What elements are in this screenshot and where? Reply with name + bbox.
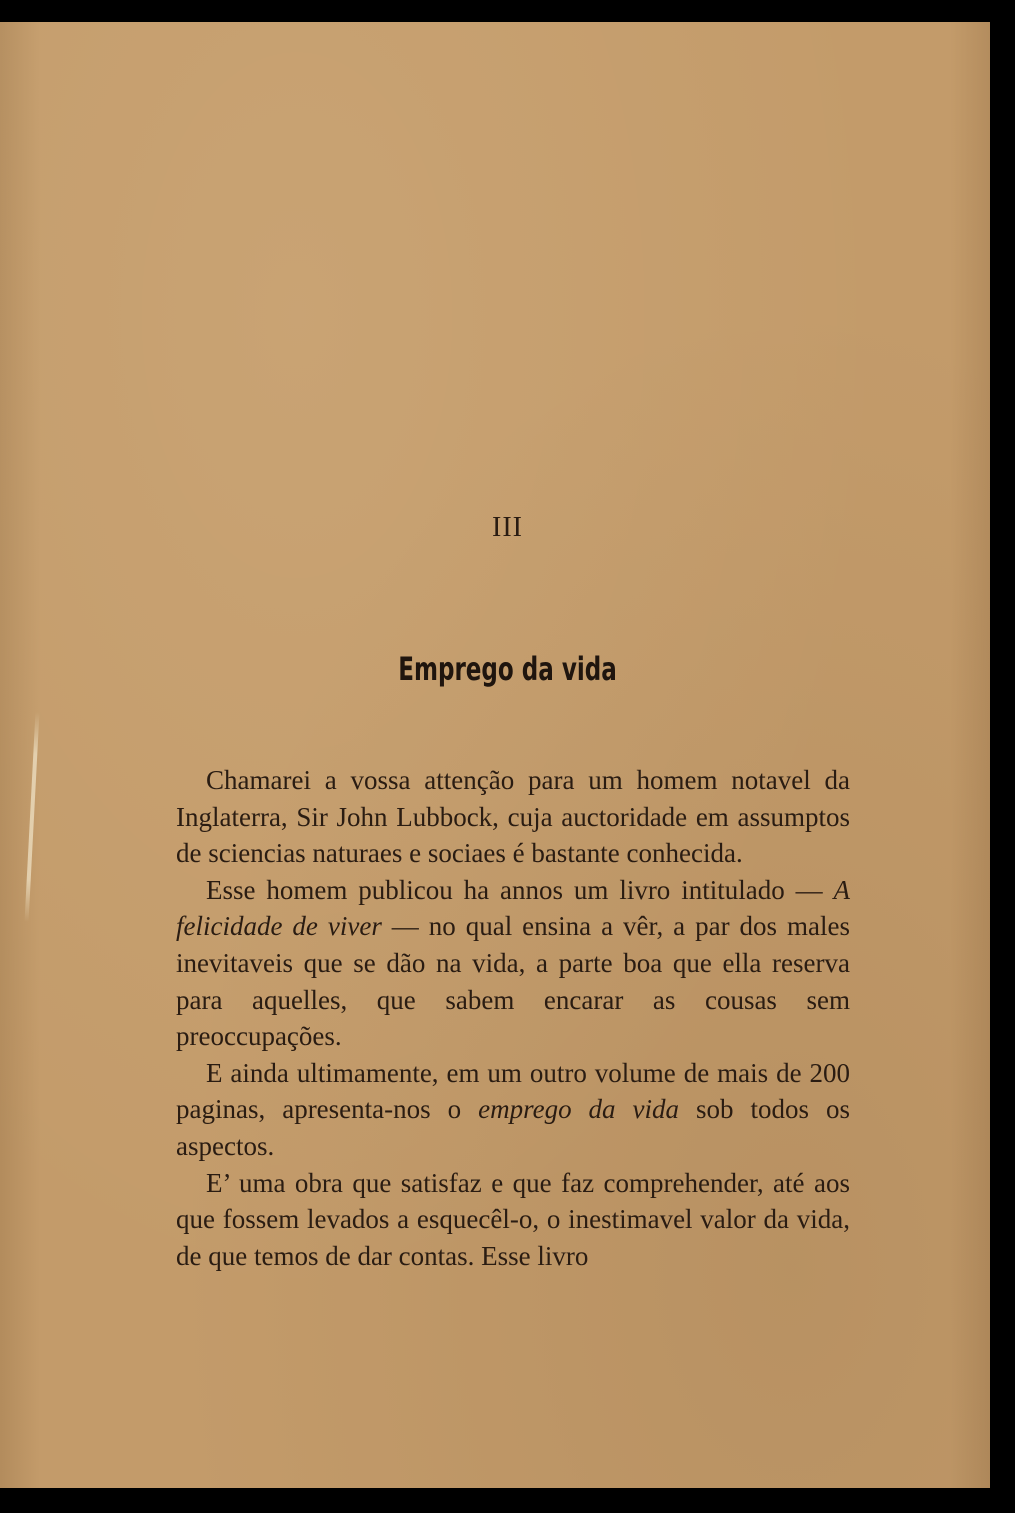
paragraph-1-text: Chamarei a vossa attenção para um homem notavel da Inglaterra, Sir John Lubbock, cuja auctoridade em assumptos de sciencias naturaes e sociaes é bastante conhecida. [176, 765, 850, 869]
paragraph-2-text-a: Esse homem publicou ha annos um livro intitulado — [206, 874, 834, 905]
paragraph-3 [176, 1055, 850, 1165]
chapter-number: III [492, 512, 523, 543]
paragraph-3-text-a: E ainda ultimamente, em um outro volume de mais de 200 paginas, apresenta-nos o [176, 1057, 850, 1125]
paragraph-4-text: E’ uma obra que satisfaz e que faz comprehender, até aos que fossem levados a esquecêl-o, o inestimavel valor da vida, de que temos de dar contas. Esse livro [176, 1167, 850, 1271]
body-text [176, 762, 850, 1274]
paragraph-2 [176, 872, 850, 1055]
chapter-title: Emprego da vida [398, 650, 617, 688]
paragraph-3-text-b: sob todos os aspectos. [176, 1094, 850, 1161]
book-title-felicidade: A felicidade de viver [176, 874, 850, 942]
book-title-emprego: emprego da vida [478, 1094, 680, 1125]
paragraph-1 [176, 762, 850, 872]
paragraph-4 [176, 1165, 850, 1275]
paragraph-2-text-b: — no qual ensina a vêr, a par dos males inevitaveis que se dão na vida, a parte boa que ella reserva para aquelles, que sabem encarar as cousas sem preoccupações. [176, 911, 850, 1052]
binding-thread [25, 712, 40, 922]
